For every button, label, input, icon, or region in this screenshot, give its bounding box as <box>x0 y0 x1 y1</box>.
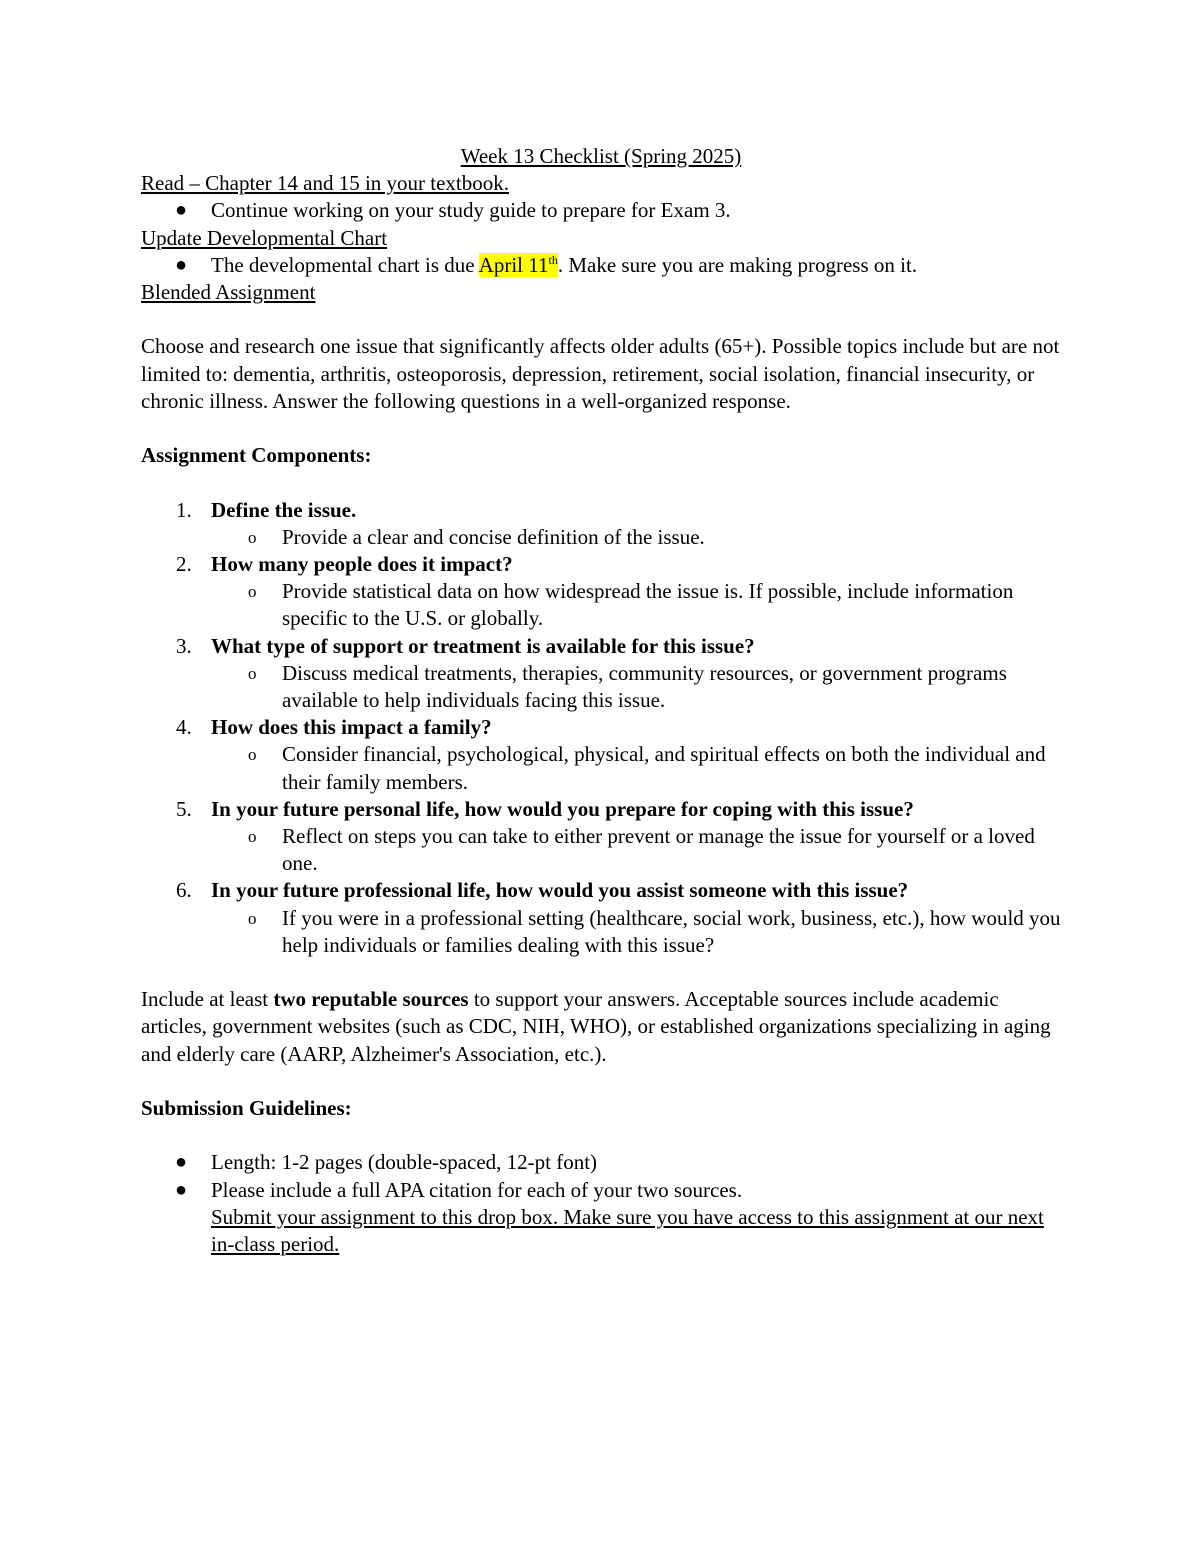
sub-bullet-icon: o <box>248 582 257 602</box>
chart-bullet <box>141 252 1061 279</box>
bullet-text: Length: 1-2 pages (double-spaced, 12-pt font) <box>211 1150 598 1175</box>
bullet-text: The developmental chart is due <box>211 252 479 277</box>
due-date-suffix: th <box>548 252 558 267</box>
detail-text: Discuss medical treatments, therapies, community resources, or government programs available to help individuals facing this issue. <box>282 660 1007 713</box>
detail-text: Provide a clear and concise definition of the issue. <box>282 524 705 549</box>
submission-bullet <box>141 1177 1061 1259</box>
components-heading: Assignment Components: <box>141 443 372 468</box>
component-detail <box>141 524 1061 551</box>
blended-intro: Choose and research one issue that significantly affects older adults (65+). Possible topics include but are not limited to: dementia, arthritis, osteoporosis, depression, retirement, social isolation, financial insecurity, or chronic illness. Answer the following questions in a well-organized response. <box>141 334 1060 413</box>
component-detail <box>141 741 1061 795</box>
component-detail <box>141 905 1061 959</box>
item-number: 6. <box>176 878 192 903</box>
detail-text: If you were in a professional setting (healthcare, social work, business, etc.), how would you help individuals or families dealing with this issue? <box>282 905 1061 957</box>
question-text: How does this impact a family? <box>211 715 492 740</box>
read-bullet <box>141 197 1061 224</box>
detail-text: Provide statistical data on how widespread the issue is. If possible, include information specific to the U.S. or globally. <box>282 579 1014 631</box>
bullet-icon: ● <box>175 1178 188 1201</box>
due-date-highlight <box>479 253 558 277</box>
item-number: 3. <box>176 633 192 658</box>
item-number: 5. <box>176 796 192 821</box>
component-question <box>141 497 1061 524</box>
document-page <box>141 143 1061 1258</box>
component-detail <box>141 823 1061 877</box>
item-number: 1. <box>176 497 192 522</box>
detail-text: Consider financial, psychological, physical, and spiritual effects on both the individual and their family members. <box>282 742 1046 794</box>
sources-text-end: to support your answers. Acceptable sources include academic articles, government websites (such as CDC, NIH, WHO), or established organizations specializing in aging and elderly care (AARP, Alzheimer's Association, etc.). <box>141 987 1051 1066</box>
component-question <box>141 633 1061 660</box>
sub-bullet-icon: o <box>248 527 257 547</box>
question-text: What type of support or treatment is available for this issue? <box>211 633 755 658</box>
component-question <box>141 877 1061 904</box>
components-list <box>141 497 1061 959</box>
bullet-icon: ● <box>175 199 188 222</box>
bullet-text: Continue working on your study guide to prepare for Exam 3. <box>211 198 731 223</box>
sources-paragraph <box>141 986 1061 1068</box>
component-question <box>141 551 1061 578</box>
component-question <box>141 714 1061 741</box>
question-text: In your future personal life, how would you prepare for coping with this issue? <box>211 796 914 821</box>
blended-heading: Blended Assignment <box>141 280 316 305</box>
bullet-icon: ● <box>175 1151 188 1174</box>
sources-text: Include at least <box>141 987 274 1012</box>
due-date: April 11 <box>478 252 549 277</box>
sub-bullet-icon: o <box>248 908 257 928</box>
sub-bullet-icon: o <box>248 663 257 683</box>
page-title: Week 13 Checklist (Spring 2025) <box>460 144 742 168</box>
question-text: How many people does it impact? <box>211 552 513 576</box>
submission-link[interactable]: Submit your assignment to this drop box. Make sure you have access to this assignment at our next in-class period. <box>211 1204 1044 1257</box>
component-detail <box>141 578 1061 632</box>
component-question <box>141 796 1061 823</box>
bullet-text: Please include a full APA citation for each of your two sources. <box>211 1177 743 1202</box>
sources-bold: two reputable sources <box>273 987 469 1012</box>
submission-heading: Submission Guidelines: <box>141 1096 352 1121</box>
question-text: In your future professional life, how would you assist someone with this issue? <box>211 878 909 903</box>
item-number: 4. <box>176 715 192 740</box>
bullet-icon: ● <box>175 253 188 276</box>
detail-text: Reflect on steps you can take to either prevent or manage the issue for yourself or a loved one. <box>282 824 1035 876</box>
bullet-text-end: . Make sure you are making progress on it. <box>557 252 918 277</box>
sub-bullet-icon: o <box>248 745 257 765</box>
chart-heading: Update Developmental Chart <box>141 225 388 250</box>
sub-bullet-icon: o <box>248 827 257 847</box>
read-heading: Read – Chapter 14 and 15 in your textbook. <box>141 171 510 196</box>
item-number: 2. <box>176 552 192 576</box>
submission-bullet <box>141 1149 1061 1176</box>
question-text: Define the issue. <box>211 497 357 522</box>
component-detail <box>141 660 1061 714</box>
